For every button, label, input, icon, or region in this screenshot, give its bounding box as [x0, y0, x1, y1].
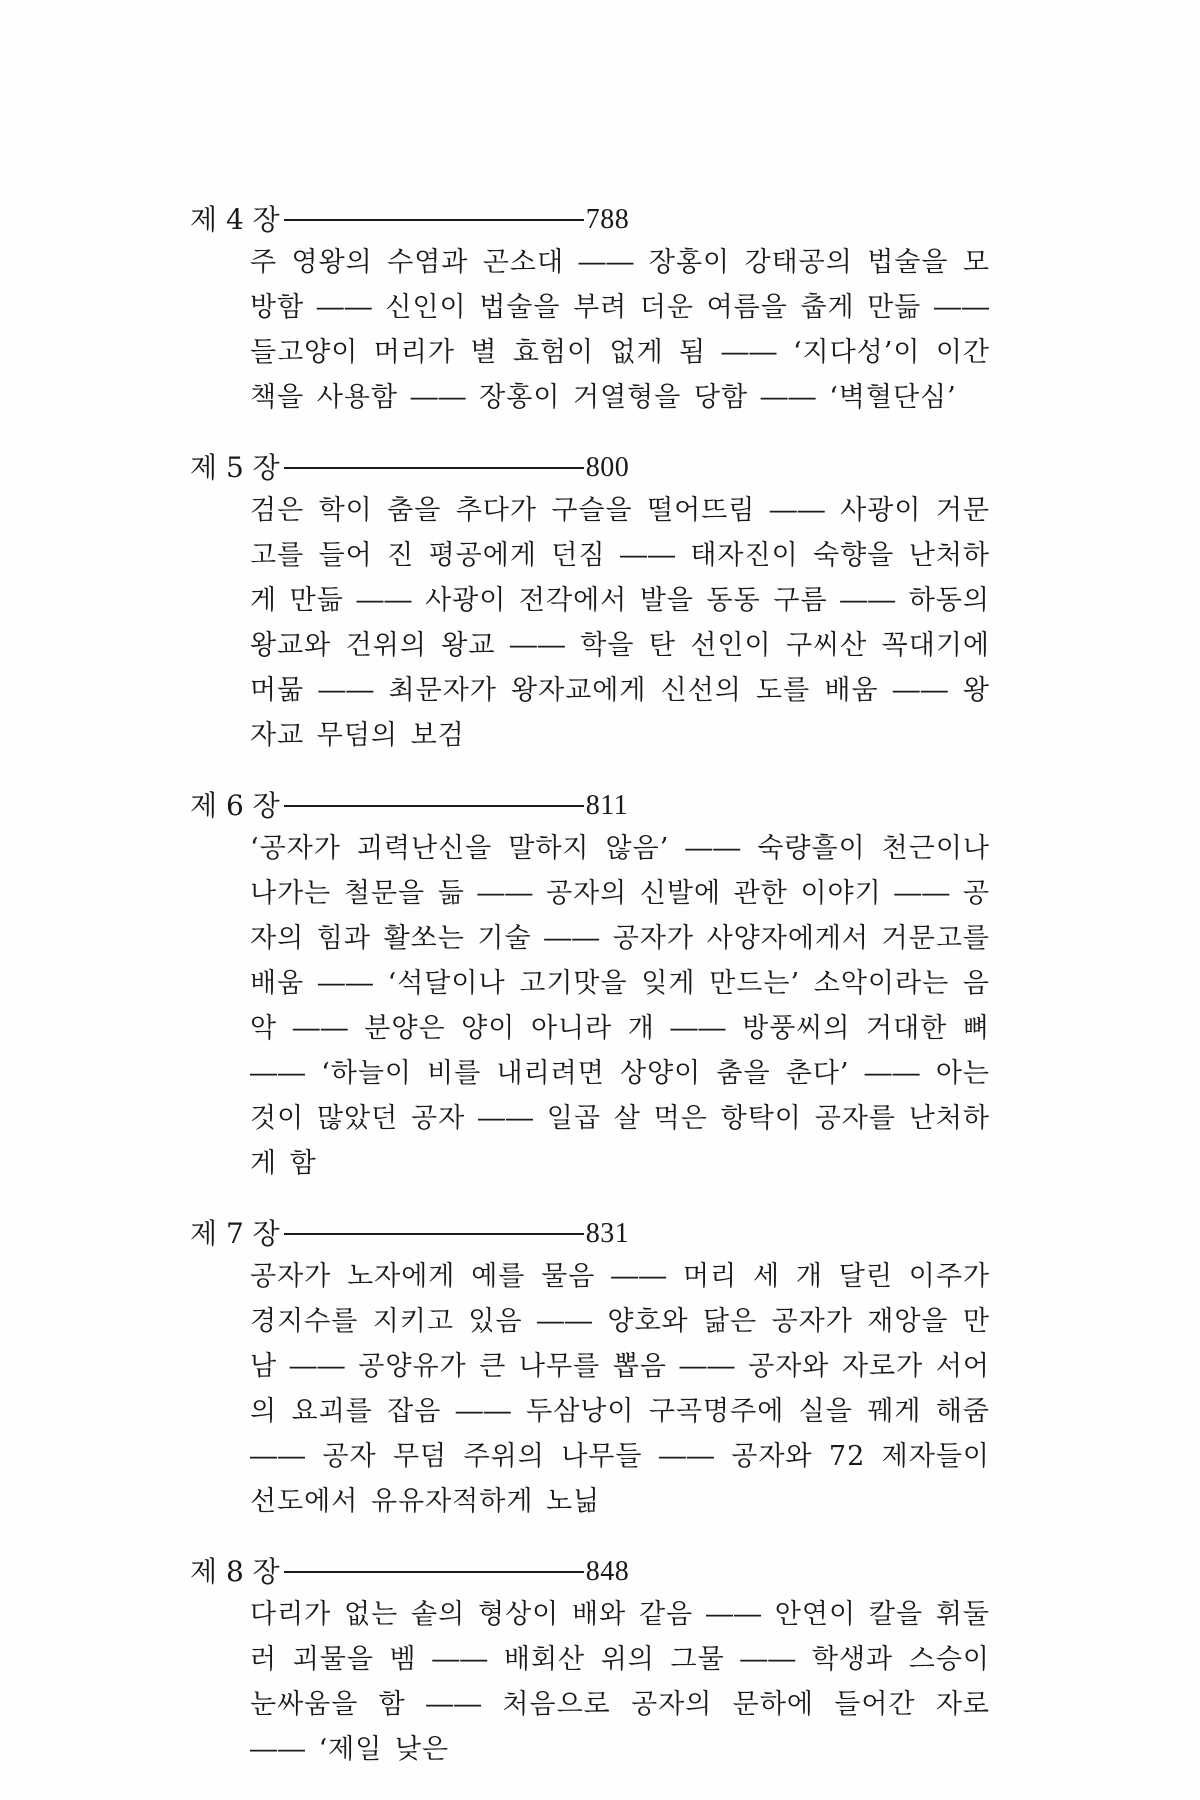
leader-line: [284, 1571, 584, 1573]
chapter-heading: [190, 786, 990, 826]
chapter-summary: ‘공자가 괴력난신을 말하지 않음’ ―― 숙량흘이 천근이나 나가는 철문을 듦 ―― 공자의 신발에 관한 이야기 ―― 공자의 힘과 활쏘는 기술 ―― 공자가 사양자에게서 거문고를 배움 ―― ‘석달이나 고기맛을 잊게 만드는’ 소악이라는 음악 ―― 분양은 양이 아니라 개 ―― 방풍씨의 거대한 뼈 ―― ‘하늘이 비를 내리려면 상양이 춤을 춘다’ ―― 아는 것이 많았던 공자 ―― 일곱 살 먹은 항탁이 공자를 난처하게 함: [250, 833, 990, 1179]
chapter-entry: [190, 1552, 990, 1772]
leader-line: [284, 1233, 584, 1235]
chapter-entry: [190, 200, 990, 420]
chapter-heading: [190, 448, 990, 488]
chapter-heading: [190, 1214, 990, 1254]
table-of-contents: [190, 200, 990, 1800]
chapter-page-number: 811: [585, 790, 629, 821]
chapter-page-number: 800: [585, 452, 630, 483]
chapter-entry: [190, 1214, 990, 1524]
chapter-label: 제 8 장: [190, 1555, 280, 1588]
chapter-heading: [190, 200, 990, 240]
chapter-entry: [190, 786, 990, 1186]
leader-line: [284, 805, 584, 807]
leader-line: [284, 467, 584, 469]
chapter-summary: 공자가 노자에게 예를 물음 ―― 머리 세 개 달린 이주가 경지수를 지키고 있음 ―― 양호와 닮은 공자가 재앙을 만남 ―― 공양유가 큰 나무를 뽑음 ―― 공자와 자로가 서어의 요괴를 잡음 ―― 두삼낭이 구곡명주에 실을 꿰게 해줌 ―― 공자 무덤 주위의 나무들 ―― 공자와 72 제자들이 선도에서 유유자적하게 노닒: [250, 1261, 990, 1517]
leader-line: [284, 219, 584, 221]
chapter-summary: 다리가 없는 솥의 형상이 배와 같음 ―― 안연이 칼을 휘둘러 괴물을 벰 ―― 배회산 위의 그물 ―― 학생과 스승이 눈싸움을 함 ―― 처음으로 공자의 문하에 들어간 자로 ―― ‘제일 낮은: [250, 1599, 990, 1765]
chapter-label: 제 4 장: [190, 203, 280, 236]
chapter-summary: 검은 학이 춤을 추다가 구슬을 떨어뜨림 ―― 사광이 거문고를 들어 진 평공에게 던짐 ―― 태자진이 숙향을 난처하게 만듦 ―― 사광이 전각에서 발을 동동 구름 ―― 하동의 왕교와 건위의 왕교 ―― 학을 탄 선인이 구씨산 꼭대기에 머묾 ―― 최문자가 왕자교에게 신선의 도를 배움 ―― 왕자교 무덤의 보검: [250, 495, 990, 751]
chapter-page-number: 831: [585, 1218, 630, 1249]
chapter-heading: [190, 1552, 990, 1592]
chapter-summary: 주 영왕의 수염과 곤소대 ―― 장홍이 강태공의 법술을 모방함 ―― 신인이 법술을 부려 더운 여름을 춥게 만듦 ―― 들고양이 머리가 별 효험이 없게 됨 ―― ‘지다성’이 이간책을 사용함 ―― 장홍이 거열형을 당함 ―― ‘벽혈단심’: [250, 247, 990, 413]
chapter-entry: [190, 448, 990, 758]
chapter-page-number: 788: [585, 204, 630, 235]
chapter-label: 제 6 장: [190, 789, 280, 822]
chapter-label: 제 5 장: [190, 451, 280, 484]
chapter-label: 제 7 장: [190, 1217, 280, 1250]
chapter-page-number: 848: [585, 1556, 630, 1587]
